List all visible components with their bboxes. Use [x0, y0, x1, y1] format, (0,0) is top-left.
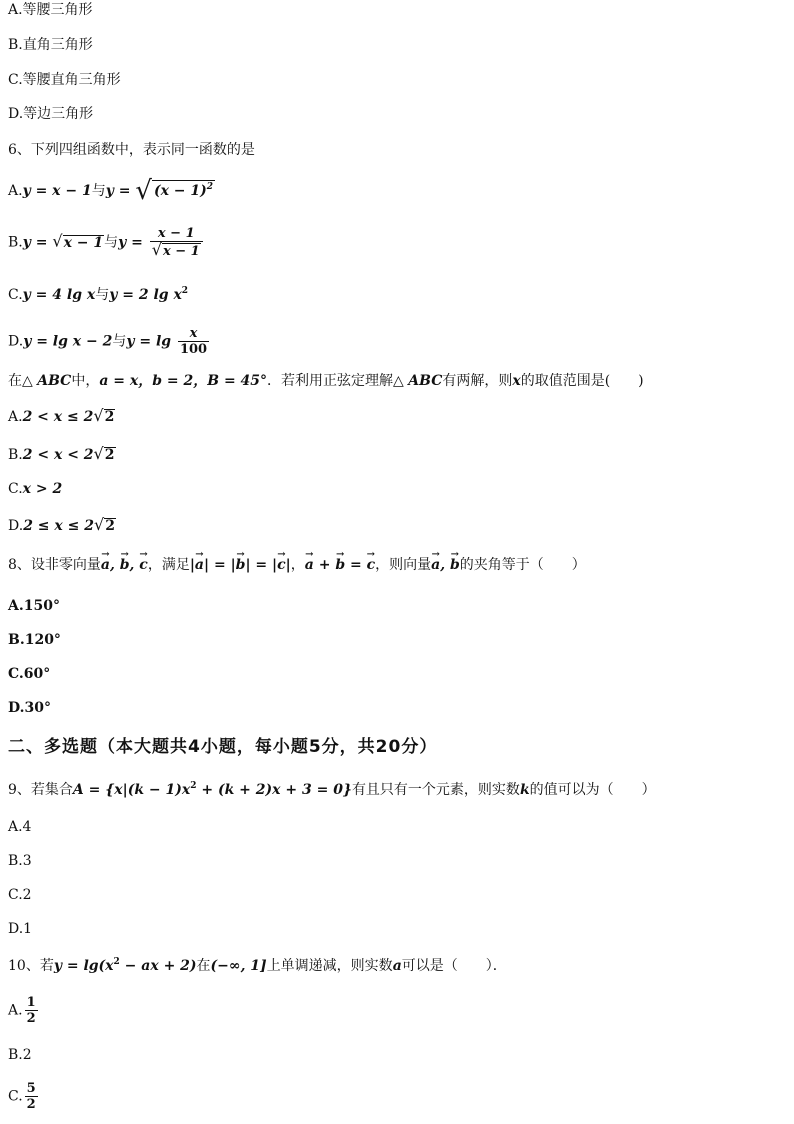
vector-c: → c: [139, 555, 148, 575]
q6-option-a: [8, 176, 215, 206]
radicand: 2: [104, 409, 115, 425]
q7-option-c: [8, 479, 62, 499]
stem-text: ，则向量: [375, 557, 432, 573]
triangle-name: ABC: [408, 373, 443, 389]
stem-text: 可以是（ ）．: [401, 958, 507, 974]
q9-stem: [8, 780, 656, 800]
q6-option-b: [8, 226, 205, 259]
stem-text: ．若利用正弦定理解△: [267, 373, 409, 389]
exponent: 2: [113, 957, 120, 967]
radicand-text: (x − 1): [153, 183, 207, 199]
option-label: B.: [8, 447, 23, 463]
q8-option-b: B.120°: [8, 632, 61, 648]
numerator: x − 1: [157, 226, 195, 241]
q6-stem: 6、下列四组函数中，表示同一函数的是: [8, 142, 255, 158]
section-heading: 二、多选题（本大题共4小题，每小题5分，共20分）: [8, 737, 438, 757]
math-expression: x > 2: [22, 481, 63, 497]
q10-option-a: [8, 995, 40, 1026]
triangle-name: ABC: [37, 373, 72, 389]
math-expression: y = 2 lg x: [109, 287, 182, 303]
denominator: 100: [179, 342, 208, 357]
q10-stem: [8, 956, 507, 976]
q7-option-d: [8, 515, 116, 536]
denominator: 2: [26, 1097, 36, 1112]
vector-list: → a, → b, → c: [101, 557, 148, 573]
q7-option-a: [8, 406, 115, 427]
sqrt-symbol: √: [93, 515, 105, 534]
math-expression: 2 < x ≤ 2: [22, 409, 94, 425]
stem-text: 上单调递减，则实数: [266, 958, 393, 974]
numerator: 1: [26, 995, 36, 1010]
exponent: 2: [206, 182, 214, 192]
stem-text: 的取值范围是( ): [520, 373, 644, 389]
math-expression: y = lg x − 2: [23, 333, 113, 350]
option-label: B.: [8, 234, 23, 251]
variable: x: [512, 373, 521, 389]
q5-option-c: C.等腰直角三角形: [8, 72, 121, 88]
math-expression: y = lg: [126, 333, 176, 350]
math-expression: y = x − 1: [22, 183, 92, 199]
math-expression: y =: [118, 234, 148, 251]
radicand: 2: [104, 447, 115, 463]
function-expression: y = lg(x: [53, 958, 114, 974]
yu-text: 与: [112, 333, 127, 350]
math-expression: y =: [105, 183, 136, 199]
q8-option-d: D.30°: [8, 700, 51, 716]
stem-text: 在: [196, 958, 211, 974]
math-expression: 2 ≤ x ≤ 2: [23, 518, 94, 534]
q5-option-b: B.直角三角形: [8, 37, 93, 53]
fraction: [25, 1081, 38, 1112]
option-label: C.: [8, 481, 23, 497]
stem-text: 的值可以为（ ）: [529, 782, 656, 798]
denominator: 2: [26, 1011, 36, 1026]
radicand: [152, 180, 215, 200]
stem-text: 8、设非零向量: [8, 557, 101, 573]
stem-text: 有且只有一个元素，则实数: [351, 782, 520, 798]
q9-option-d: D.1: [8, 921, 33, 937]
interval: (−∞, 1]: [210, 958, 267, 974]
sqrt-symbol: √: [52, 231, 63, 251]
math-expression: a = x，b = 2，B = 45°: [99, 373, 268, 389]
radicand: x − 1: [63, 234, 104, 251]
fraction: [178, 326, 209, 357]
option-label: C.: [8, 287, 23, 303]
variable: a: [392, 958, 402, 974]
fraction: [150, 226, 203, 259]
sqrt-symbol: √: [93, 406, 104, 425]
yu-text: 与: [104, 234, 119, 251]
q10-option-c: [8, 1081, 40, 1112]
stem-text: 中，: [71, 373, 100, 389]
vector-b: → b: [120, 555, 130, 575]
math-expression: 2 < x < 2: [22, 447, 94, 463]
q7-stem: [8, 371, 644, 391]
fraction: [25, 995, 38, 1026]
q6-option-d: [8, 326, 211, 357]
option-label: C.: [8, 1088, 23, 1105]
math-expression: y =: [22, 234, 53, 251]
q9-option-c: C.2: [8, 887, 32, 903]
stem-text: 的夹角等于（ ）: [459, 557, 586, 573]
sum-condition: → a + → b = → c: [305, 557, 375, 573]
stem-text: ，满足: [147, 557, 190, 573]
exponent: 2: [181, 286, 189, 296]
sqrt-symbol: √: [135, 176, 152, 206]
stem-text: 9、若集合: [8, 782, 73, 798]
option-label: A.: [8, 409, 23, 425]
magnitude-condition: |→ a| = |→ b| = |→ c|: [190, 557, 291, 573]
q10-option-b: B.2: [8, 1047, 32, 1063]
q9-option-a: A.4: [8, 819, 32, 835]
option-label: A.: [8, 183, 23, 199]
q5-option-a: A.等腰三角形: [8, 2, 93, 18]
q8-stem: [8, 555, 586, 575]
vector-a: → a: [101, 555, 110, 575]
set-expression: A = {x|(k − 1)x: [72, 782, 191, 798]
stem-text: 10、若: [8, 958, 54, 974]
numerator: x: [189, 326, 198, 341]
function-expression: − ax + 2): [119, 958, 197, 974]
option-label: A.: [8, 1002, 23, 1019]
q9-option-b: B.3: [8, 853, 32, 869]
sqrt-symbol: √: [93, 444, 104, 463]
yu-text: 与: [91, 183, 106, 199]
radicand: x − 1: [162, 244, 200, 259]
vector-list: → a, → b: [431, 557, 460, 573]
option-label: D.: [8, 333, 24, 350]
q6-option-c: [8, 285, 188, 305]
sqrt-symbol: √: [151, 240, 162, 259]
denominator: [150, 241, 203, 259]
stem-text: 在△: [8, 373, 38, 389]
variable: k: [519, 782, 530, 798]
yu-text: 与: [95, 287, 110, 303]
numerator: 5: [26, 1081, 36, 1096]
option-label: D.: [8, 518, 24, 534]
exponent: 2: [190, 781, 197, 791]
stem-text: ，: [290, 557, 305, 573]
set-expression: + (k + 2)x + 3 = 0}: [196, 782, 352, 798]
math-expression: y = 4 lg x: [22, 287, 96, 303]
q5-option-d: D.等边三角形: [8, 106, 94, 122]
q8-option-a: A.150°: [8, 598, 60, 614]
q8-option-c: C.60°: [8, 666, 51, 682]
radicand: 2: [105, 518, 115, 534]
q7-option-b: [8, 444, 116, 465]
stem-text: 有两解，则: [442, 373, 513, 389]
